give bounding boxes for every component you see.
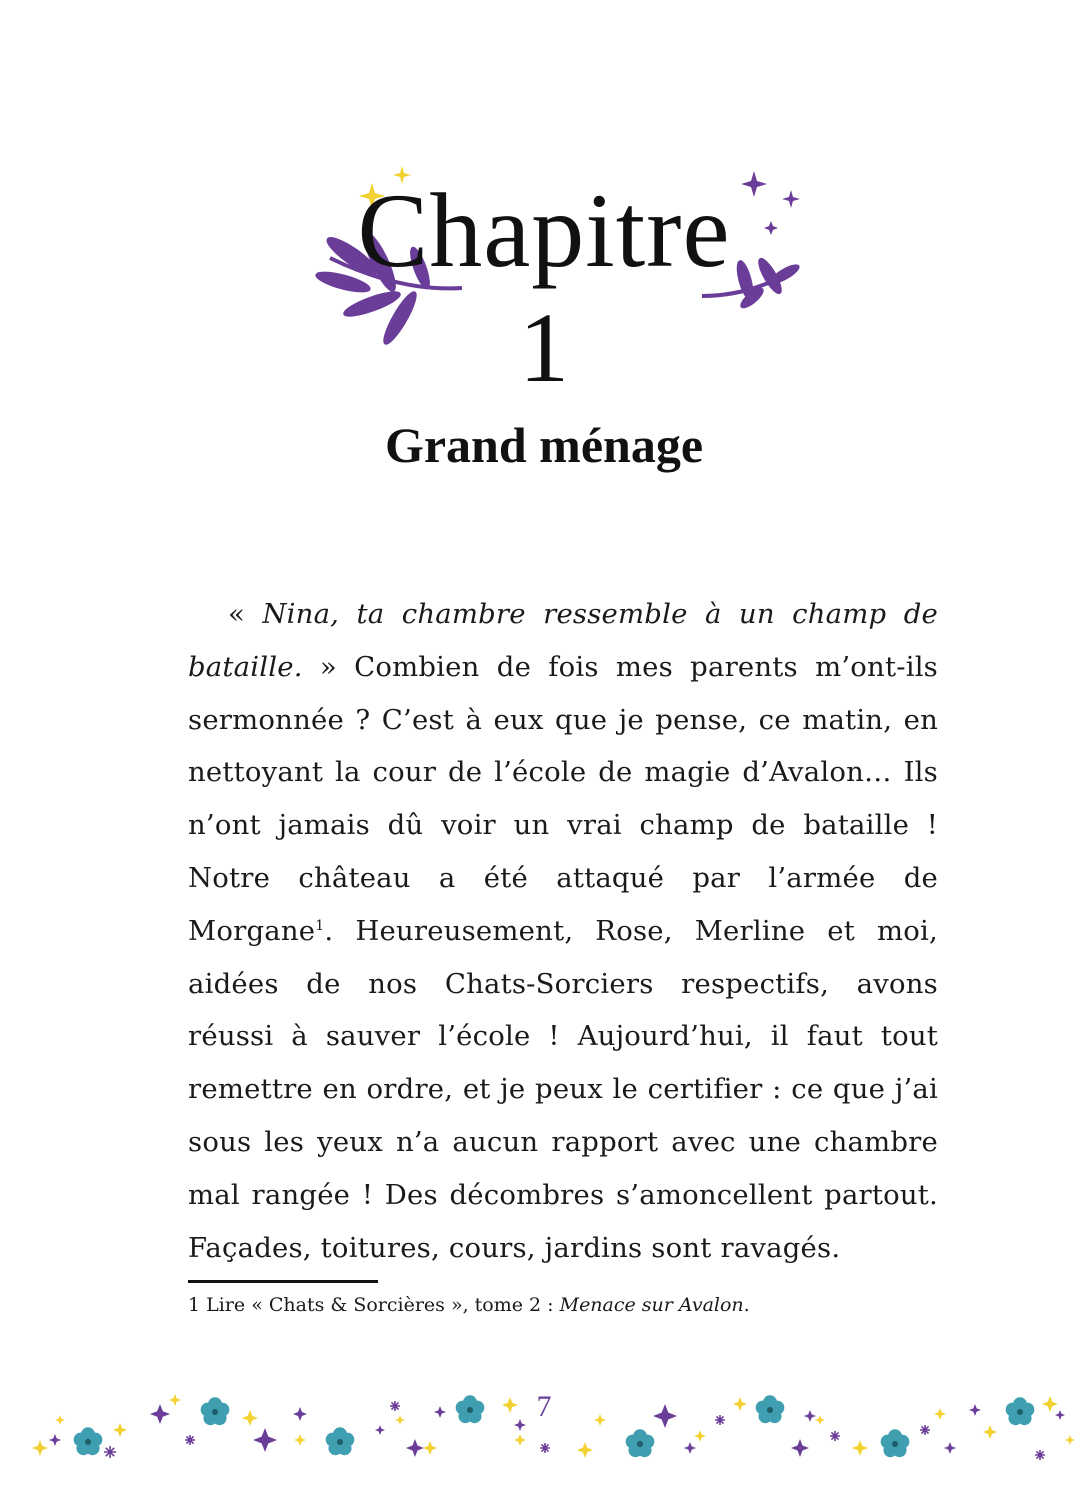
quote-open: « xyxy=(228,598,263,630)
burst-star-icon xyxy=(540,1443,550,1453)
sparkle-star-icon xyxy=(983,1425,997,1439)
sparkle-star-icon xyxy=(113,1423,127,1437)
paragraph xyxy=(188,588,938,1274)
footnote-rule xyxy=(188,1280,378,1283)
sparkle-star-icon xyxy=(406,1439,424,1457)
paragraph-text-end: . Heureusement, Rose, Merline et moi, aidées de nos Chats-Sorciers respectifs, avons réussi à sauver l’école ! Aujourd’hui, il faut tout remettre en ordre, et je peux le certifier : ce que j’ai sous les yeux n’a aucun rapport avec une chambre mal rangée ! Des décombres s’amoncellent partout. Façades, toitures, cours, jardins sont ravagés. xyxy=(188,914,938,1264)
footnote-prefix: 1 Lire « Chats & Sorcières », tome 2 : xyxy=(188,1294,560,1316)
sparkle-star-icon xyxy=(1065,1435,1075,1445)
footnote xyxy=(188,1294,750,1316)
chapter-word: Chapitre xyxy=(357,172,731,289)
sparkle-star-icon xyxy=(514,1434,526,1446)
sparkle-star-icon xyxy=(32,1440,48,1456)
footnote-suffix: . xyxy=(743,1294,750,1316)
footnote-ref[interactable]: 1 xyxy=(315,917,325,934)
sparkle-star-icon xyxy=(375,1425,385,1435)
sparkle-star-icon xyxy=(577,1442,593,1458)
footnote-title: Menace sur Avalon xyxy=(559,1294,744,1316)
flower-icon xyxy=(326,1427,355,1455)
flower-icon xyxy=(881,1429,910,1457)
burst-star-icon xyxy=(830,1431,840,1441)
chapter-title: Grand ménage xyxy=(384,417,704,473)
burst-star-icon xyxy=(104,1446,116,1458)
sparkle-star-icon xyxy=(694,1430,706,1442)
sparkle-star-icon xyxy=(253,1428,277,1452)
flower-icon xyxy=(74,1427,103,1455)
sparkle-star-icon xyxy=(684,1442,696,1454)
chapter-number: 1 xyxy=(519,292,569,403)
burst-star-icon xyxy=(185,1435,195,1445)
quote-italic: Nina, ta chambre ressemble à un champ de bataille. xyxy=(188,598,938,683)
burst-star-icon xyxy=(920,1425,930,1435)
paragraph-text: » Combien de fois mes parents m’ont-ils sermonnée ? C’est à eux que je pense, ce matin, en nettoyant la cour de l’école de magie d’Avalon… Ils n’ont jamais dû voir un vrai champ de bataille ! Notre château a été attaqué par l’armée de Morgane xyxy=(188,650,938,947)
body-text xyxy=(188,588,938,1274)
sparkle-star-icon xyxy=(852,1440,868,1456)
sparkle-star-icon xyxy=(294,1434,306,1446)
sparkle-star-icon xyxy=(944,1442,956,1454)
sparkle-star-icon xyxy=(791,1439,809,1457)
burst-star-icon xyxy=(1035,1450,1045,1460)
sparkle-star-icon xyxy=(49,1434,61,1446)
page-number: 7 xyxy=(536,1390,552,1423)
sparkle-star-icon xyxy=(423,1441,437,1455)
flower-icon xyxy=(626,1429,655,1457)
